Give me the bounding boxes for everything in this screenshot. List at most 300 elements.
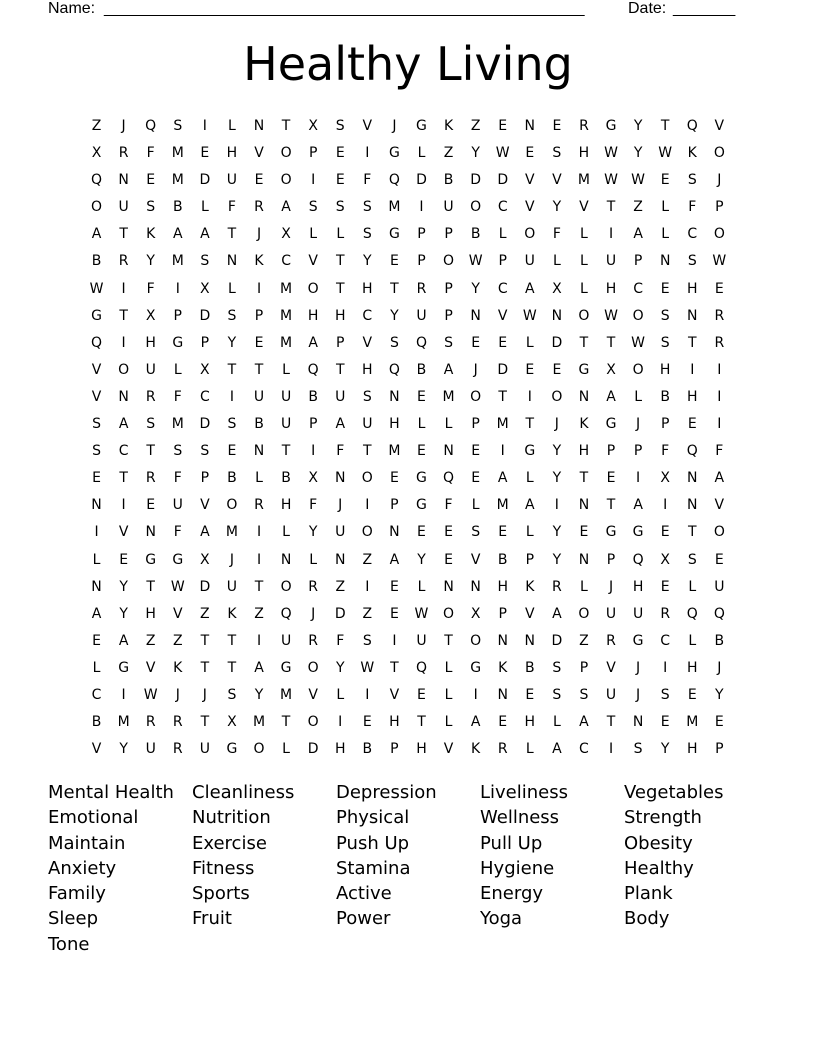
grid-letter[interactable]: L: [417, 578, 426, 595]
grid-letter[interactable]: O: [361, 470, 373, 487]
grid-letter[interactable]: N: [253, 443, 265, 460]
grid-letter[interactable]: L: [525, 334, 534, 351]
grid-letter[interactable]: R: [660, 605, 671, 622]
grid-letter[interactable]: E: [254, 334, 264, 351]
grid-letter[interactable]: Z: [579, 632, 589, 649]
grid-letter[interactable]: B: [254, 416, 264, 433]
grid-letter[interactable]: D: [199, 307, 211, 324]
grid-letter[interactable]: I: [527, 388, 532, 405]
grid-letter[interactable]: G: [416, 470, 427, 487]
grid-letter[interactable]: O: [280, 578, 292, 595]
name-blank-line[interactable]: ______________________________________________________: [104, 0, 585, 17]
grid-letter[interactable]: L: [282, 361, 290, 378]
grid-letter[interactable]: F: [336, 443, 345, 460]
grid-letter[interactable]: D: [334, 605, 346, 622]
grid-letter[interactable]: I: [121, 334, 126, 351]
grid-letter[interactable]: B: [362, 741, 373, 758]
grid-letter[interactable]: O: [307, 714, 319, 731]
grid-letter[interactable]: A: [254, 659, 264, 676]
grid-letter[interactable]: I: [690, 361, 695, 378]
grid-letter[interactable]: S: [92, 443, 101, 460]
grid-letter[interactable]: E: [660, 714, 670, 731]
grid-letter[interactable]: T: [390, 659, 399, 676]
grid-letter[interactable]: N: [91, 497, 102, 514]
grid-letter[interactable]: D: [307, 741, 319, 758]
grid-letter[interactable]: E: [119, 551, 129, 568]
grid-letter[interactable]: E: [444, 524, 453, 541]
grid-letter[interactable]: N: [253, 118, 265, 134]
grid-letter[interactable]: U: [335, 524, 346, 541]
grid-letter[interactable]: V: [145, 659, 156, 676]
grid-letter[interactable]: R: [714, 307, 725, 324]
grid-letter[interactable]: L: [498, 226, 507, 243]
grid-letter[interactable]: N: [335, 551, 346, 568]
grid-letter[interactable]: T: [146, 578, 155, 595]
grid-letter[interactable]: K: [173, 659, 183, 676]
grid-letter[interactable]: G: [388, 226, 400, 243]
grid-letter[interactable]: U: [416, 632, 427, 649]
grid-letter[interactable]: X: [660, 470, 670, 487]
grid-letter[interactable]: R: [172, 714, 183, 731]
grid-letter[interactable]: S: [200, 443, 210, 460]
grid-letter[interactable]: I: [608, 226, 614, 243]
grid-letter[interactable]: U: [335, 388, 346, 405]
grid-letter[interactable]: Z: [470, 118, 481, 134]
grid-letter[interactable]: T: [254, 578, 264, 595]
grid-letter[interactable]: S: [660, 686, 670, 703]
grid-letter[interactable]: T: [335, 280, 345, 297]
grid-letter[interactable]: C: [497, 199, 508, 216]
grid-letter[interactable]: I: [256, 524, 262, 541]
grid-letter[interactable]: J: [608, 578, 614, 595]
grid-letter[interactable]: A: [552, 605, 562, 622]
grid-letter[interactable]: E: [389, 253, 399, 270]
grid-letter[interactable]: E: [498, 524, 508, 541]
grid-letter[interactable]: D: [416, 172, 427, 189]
grid-letter[interactable]: A: [281, 199, 291, 216]
grid-letter[interactable]: Y: [552, 551, 562, 568]
grid-letter[interactable]: I: [663, 659, 668, 676]
grid-letter[interactable]: Q: [686, 118, 698, 134]
grid-letter[interactable]: A: [443, 361, 454, 378]
grid-letter[interactable]: E: [498, 714, 508, 731]
grid-letter[interactable]: O: [91, 199, 103, 216]
grid-letter[interactable]: X: [145, 307, 156, 324]
grid-letter[interactable]: X: [606, 361, 616, 378]
grid-letter[interactable]: W: [712, 253, 727, 270]
grid-letter[interactable]: M: [225, 524, 238, 541]
grid-letter[interactable]: B: [714, 632, 725, 649]
grid-letter[interactable]: N: [389, 388, 400, 405]
grid-letter[interactable]: J: [256, 226, 262, 243]
grid-letter[interactable]: D: [470, 172, 482, 189]
grid-letter[interactable]: L: [552, 714, 561, 731]
grid-letter[interactable]: O: [578, 307, 590, 324]
grid-letter[interactable]: G: [280, 659, 292, 676]
grid-letter[interactable]: J: [392, 118, 397, 134]
grid-letter[interactable]: X: [660, 551, 670, 568]
grid-letter[interactable]: N: [578, 551, 590, 568]
grid-letter[interactable]: S: [173, 118, 183, 134]
grid-letter[interactable]: G: [470, 659, 482, 676]
grid-letter[interactable]: P: [525, 551, 535, 568]
grid-letter[interactable]: S: [227, 686, 237, 703]
grid-letter[interactable]: M: [280, 686, 293, 703]
grid-letter[interactable]: O: [443, 605, 455, 622]
grid-letter[interactable]: J: [311, 605, 316, 622]
grid-letter[interactable]: U: [145, 741, 156, 758]
grid-letter[interactable]: F: [309, 497, 318, 514]
grid-letter[interactable]: U: [632, 605, 644, 622]
grid-letter[interactable]: M: [577, 172, 590, 189]
grid-letter[interactable]: C: [579, 741, 589, 758]
grid-letter[interactable]: N: [551, 307, 563, 324]
grid-letter[interactable]: O: [226, 497, 238, 514]
grid-letter[interactable]: T: [119, 226, 128, 243]
grid-letter[interactable]: M: [496, 497, 509, 514]
grid-letter[interactable]: I: [663, 497, 668, 514]
grid-letter[interactable]: E: [200, 145, 210, 162]
grid-letter[interactable]: N: [145, 524, 156, 541]
grid-letter[interactable]: S: [92, 416, 101, 433]
grid-letter[interactable]: E: [362, 714, 372, 731]
grid-letter[interactable]: S: [227, 416, 237, 433]
grid-letter[interactable]: I: [256, 280, 262, 297]
grid-letter[interactable]: M: [686, 714, 699, 731]
grid-letter[interactable]: N: [470, 578, 481, 595]
grid-letter[interactable]: A: [118, 416, 129, 433]
grid-letter[interactable]: T: [525, 416, 535, 433]
grid-letter[interactable]: P: [715, 741, 724, 758]
grid-letter[interactable]: Q: [686, 605, 698, 622]
grid-letter[interactable]: U: [199, 741, 210, 758]
grid-letter[interactable]: D: [551, 334, 563, 351]
grid-letter[interactable]: Q: [388, 172, 400, 189]
grid-letter[interactable]: I: [365, 145, 370, 162]
grid-letter[interactable]: H: [578, 443, 590, 460]
grid-letter[interactable]: A: [633, 226, 643, 243]
grid-letter[interactable]: E: [92, 470, 101, 487]
grid-letter[interactable]: D: [497, 172, 509, 189]
grid-letter[interactable]: L: [552, 253, 561, 270]
grid-letter[interactable]: S: [660, 334, 670, 351]
grid-letter[interactable]: P: [498, 253, 507, 270]
grid-letter[interactable]: L: [309, 226, 318, 243]
grid-letter[interactable]: W: [414, 605, 429, 622]
grid-letter[interactable]: L: [688, 578, 697, 595]
grid-letter[interactable]: C: [199, 388, 210, 405]
grid-letter[interactable]: R: [145, 388, 156, 405]
grid-letter[interactable]: X: [470, 605, 481, 622]
grid-letter[interactable]: V: [714, 118, 725, 134]
grid-letter[interactable]: O: [361, 524, 373, 541]
grid-letter[interactable]: N: [226, 253, 238, 270]
grid-letter[interactable]: G: [605, 416, 617, 433]
grid-letter[interactable]: T: [119, 470, 128, 487]
grid-letter[interactable]: E: [471, 334, 481, 351]
grid-letter[interactable]: V: [91, 388, 102, 405]
grid-letter[interactable]: I: [338, 714, 343, 731]
grid-letter[interactable]: H: [605, 280, 617, 297]
grid-letter[interactable]: T: [606, 199, 616, 216]
grid-letter[interactable]: T: [606, 334, 616, 351]
grid-letter[interactable]: M: [117, 714, 130, 731]
grid-letter[interactable]: P: [308, 416, 318, 433]
grid-letter[interactable]: A: [389, 551, 400, 568]
grid-letter[interactable]: T: [254, 361, 264, 378]
grid-letter[interactable]: T: [227, 226, 237, 243]
grid-letter[interactable]: K: [471, 741, 481, 758]
grid-letter[interactable]: X: [308, 470, 318, 487]
grid-letter[interactable]: S: [335, 199, 345, 216]
grid-letter[interactable]: H: [686, 741, 698, 758]
grid-letter[interactable]: O: [551, 388, 563, 405]
grid-letter[interactable]: J: [202, 686, 207, 703]
grid-letter[interactable]: W: [631, 172, 646, 189]
grid-letter[interactable]: P: [606, 443, 616, 460]
grid-letter[interactable]: M: [388, 199, 401, 216]
grid-letter[interactable]: N: [524, 118, 536, 134]
grid-letter[interactable]: S: [362, 199, 372, 216]
grid-letter[interactable]: M: [496, 416, 509, 433]
grid-letter[interactable]: T: [281, 118, 291, 134]
grid-letter[interactable]: H: [659, 361, 671, 378]
grid-letter[interactable]: Y: [363, 253, 372, 270]
grid-letter[interactable]: P: [633, 443, 643, 460]
grid-letter[interactable]: H: [524, 714, 536, 731]
grid-letter[interactable]: L: [200, 199, 209, 216]
grid-letter[interactable]: A: [335, 416, 346, 433]
grid-letter[interactable]: Z: [91, 118, 102, 134]
grid-letter[interactable]: P: [308, 145, 318, 162]
grid-letter[interactable]: Z: [362, 605, 373, 622]
grid-letter[interactable]: J: [717, 172, 722, 189]
grid-letter[interactable]: T: [606, 714, 616, 731]
grid-letter[interactable]: Y: [390, 307, 399, 324]
grid-letter[interactable]: S: [362, 632, 372, 649]
grid-letter[interactable]: C: [497, 280, 508, 297]
grid-letter[interactable]: H: [686, 280, 698, 297]
grid-letter[interactable]: L: [525, 470, 534, 487]
grid-letter[interactable]: P: [173, 307, 182, 324]
grid-letter[interactable]: Y: [552, 199, 562, 216]
grid-letter[interactable]: E: [471, 470, 481, 487]
grid-letter[interactable]: T: [660, 118, 670, 134]
grid-letter[interactable]: P: [200, 334, 210, 351]
grid-letter[interactable]: T: [200, 632, 210, 649]
grid-letter[interactable]: G: [524, 443, 536, 460]
grid-letter[interactable]: N: [578, 388, 590, 405]
grid-letter[interactable]: H: [362, 280, 373, 297]
grid-letter[interactable]: R: [172, 741, 183, 758]
grid-letter[interactable]: H: [334, 307, 346, 324]
grid-letter[interactable]: Y: [552, 470, 562, 487]
grid-letter[interactable]: G: [91, 307, 102, 324]
grid-letter[interactable]: V: [362, 118, 373, 134]
grid-letter[interactable]: T: [606, 497, 616, 514]
grid-letter[interactable]: V: [308, 686, 318, 703]
grid-letter[interactable]: I: [365, 578, 370, 595]
grid-letter[interactable]: S: [362, 388, 372, 405]
grid-letter[interactable]: P: [417, 253, 426, 270]
grid-letter[interactable]: Q: [91, 334, 103, 351]
grid-letter[interactable]: F: [336, 632, 345, 649]
grid-letter[interactable]: P: [579, 659, 589, 676]
grid-letter[interactable]: Z: [254, 605, 264, 622]
grid-letter[interactable]: I: [256, 551, 262, 568]
grid-letter[interactable]: O: [713, 226, 725, 243]
grid-letter[interactable]: I: [717, 388, 722, 405]
grid-letter[interactable]: H: [145, 605, 156, 622]
grid-letter[interactable]: U: [226, 172, 238, 189]
grid-letter[interactable]: L: [417, 145, 426, 162]
grid-letter[interactable]: Y: [335, 659, 345, 676]
grid-letter[interactable]: L: [634, 388, 642, 405]
grid-letter[interactable]: I: [311, 443, 316, 460]
grid-letter[interactable]: E: [254, 172, 264, 189]
grid-letter[interactable]: W: [468, 253, 483, 270]
grid-letter[interactable]: O: [253, 741, 265, 758]
grid-letter[interactable]: M: [280, 307, 293, 324]
grid-letter[interactable]: A: [497, 470, 508, 487]
grid-letter[interactable]: E: [417, 686, 426, 703]
grid-letter[interactable]: G: [632, 524, 644, 541]
grid-letter[interactable]: O: [118, 361, 130, 378]
grid-letter[interactable]: L: [336, 226, 345, 243]
grid-letter[interactable]: B: [91, 253, 102, 270]
grid-letter[interactable]: Q: [415, 334, 427, 351]
grid-letter[interactable]: G: [605, 118, 617, 134]
grid-letter[interactable]: I: [636, 470, 641, 487]
grid-letter[interactable]: S: [444, 334, 453, 351]
grid-letter[interactable]: C: [281, 253, 291, 270]
grid-letter[interactable]: J: [473, 361, 478, 378]
grid-letter[interactable]: V: [254, 145, 264, 162]
grid-letter[interactable]: V: [525, 199, 535, 216]
grid-letter[interactable]: F: [715, 443, 724, 460]
grid-letter[interactable]: T: [200, 714, 210, 731]
grid-letter[interactable]: T: [335, 253, 345, 270]
grid-letter[interactable]: E: [417, 443, 426, 460]
grid-letter[interactable]: V: [525, 172, 535, 189]
grid-letter[interactable]: L: [688, 632, 697, 649]
grid-letter[interactable]: I: [256, 632, 262, 649]
grid-letter[interactable]: P: [606, 551, 616, 568]
grid-letter[interactable]: J: [554, 416, 559, 433]
grid-letter[interactable]: F: [146, 145, 155, 162]
grid-letter[interactable]: F: [363, 172, 372, 189]
grid-letter[interactable]: K: [146, 226, 156, 243]
grid-letter[interactable]: E: [471, 443, 481, 460]
grid-letter[interactable]: D: [497, 361, 509, 378]
grid-letter[interactable]: X: [227, 714, 237, 731]
grid-letter[interactable]: R: [308, 578, 319, 595]
grid-letter[interactable]: X: [281, 226, 291, 243]
grid-letter[interactable]: Q: [145, 118, 157, 134]
grid-letter[interactable]: T: [146, 443, 155, 460]
grid-letter[interactable]: S: [146, 199, 156, 216]
grid-letter[interactable]: I: [473, 686, 478, 703]
grid-letter[interactable]: N: [118, 388, 129, 405]
grid-letter[interactable]: E: [389, 578, 399, 595]
grid-letter[interactable]: L: [417, 416, 426, 433]
grid-letter[interactable]: H: [686, 388, 698, 405]
grid-letter[interactable]: Q: [443, 470, 455, 487]
grid-letter[interactable]: T: [281, 714, 291, 731]
grid-letter[interactable]: L: [444, 714, 453, 731]
grid-letter[interactable]: R: [416, 280, 427, 297]
grid-letter[interactable]: H: [280, 497, 292, 514]
grid-letter[interactable]: L: [580, 578, 588, 595]
grid-letter[interactable]: M: [171, 145, 184, 162]
grid-letter[interactable]: A: [552, 741, 562, 758]
grid-letter[interactable]: G: [605, 524, 617, 541]
grid-letter[interactable]: S: [552, 659, 562, 676]
grid-letter[interactable]: N: [659, 253, 671, 270]
grid-letter[interactable]: O: [470, 632, 482, 649]
grid-letter[interactable]: I: [392, 632, 397, 649]
grid-letter[interactable]: A: [200, 524, 210, 541]
grid-letter[interactable]: U: [118, 199, 129, 216]
grid-letter[interactable]: S: [660, 307, 670, 324]
grid-letter[interactable]: P: [498, 605, 507, 622]
grid-letter[interactable]: P: [336, 334, 345, 351]
grid-letter[interactable]: U: [280, 416, 292, 433]
grid-letter[interactable]: F: [227, 199, 236, 216]
grid-letter[interactable]: L: [525, 741, 534, 758]
grid-letter[interactable]: J: [338, 497, 343, 514]
grid-letter[interactable]: A: [525, 497, 535, 514]
grid-letter[interactable]: H: [416, 741, 427, 758]
grid-letter[interactable]: L: [173, 361, 182, 378]
grid-letter[interactable]: R: [254, 497, 264, 514]
grid-letter[interactable]: E: [525, 361, 535, 378]
grid-letter[interactable]: E: [687, 686, 697, 703]
grid-letter[interactable]: I: [608, 741, 614, 758]
grid-letter[interactable]: J: [636, 659, 641, 676]
grid-letter[interactable]: Y: [308, 524, 318, 541]
grid-letter[interactable]: O: [307, 659, 319, 676]
grid-letter[interactable]: T: [119, 307, 128, 324]
grid-letter[interactable]: N: [470, 307, 481, 324]
grid-letter[interactable]: K: [227, 605, 237, 622]
grid-letter[interactable]: P: [660, 416, 670, 433]
grid-letter[interactable]: U: [714, 578, 725, 595]
grid-letter[interactable]: G: [632, 632, 644, 649]
grid-letter[interactable]: O: [632, 361, 644, 378]
grid-letter[interactable]: Z: [200, 605, 210, 622]
grid-letter[interactable]: I: [365, 497, 370, 514]
grid-letter[interactable]: S: [687, 253, 697, 270]
grid-letter[interactable]: L: [228, 118, 236, 134]
grid-letter[interactable]: N: [389, 524, 400, 541]
grid-letter[interactable]: L: [525, 524, 534, 541]
grid-letter[interactable]: O: [470, 388, 482, 405]
grid-letter[interactable]: G: [172, 334, 184, 351]
grid-letter[interactable]: I: [717, 416, 722, 433]
grid-letter[interactable]: X: [552, 280, 562, 297]
grid-letter[interactable]: P: [390, 497, 399, 514]
grid-letter[interactable]: A: [470, 714, 481, 731]
grid-letter[interactable]: L: [661, 226, 670, 243]
grid-letter[interactable]: E: [389, 470, 399, 487]
grid-letter[interactable]: B: [470, 226, 481, 243]
grid-letter[interactable]: E: [146, 172, 156, 189]
grid-letter[interactable]: F: [173, 388, 182, 405]
grid-letter[interactable]: U: [443, 199, 454, 216]
grid-letter[interactable]: B: [416, 361, 427, 378]
grid-letter[interactable]: Q: [307, 361, 319, 378]
